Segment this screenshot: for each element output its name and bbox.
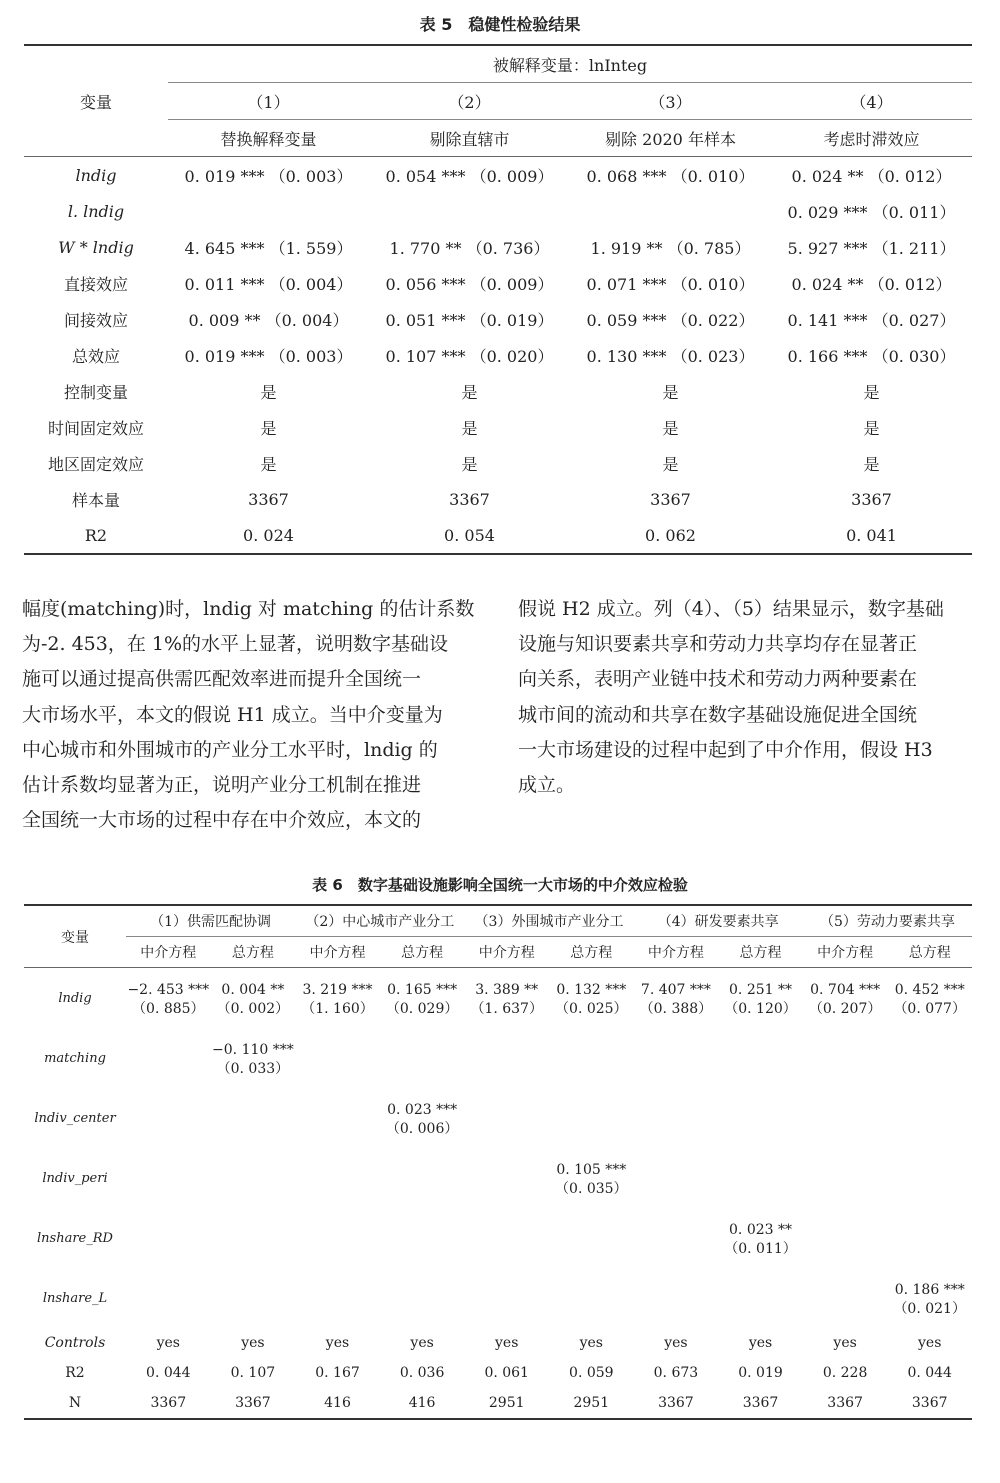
table6-se-cell	[380, 1298, 465, 1328]
table6-stat-cell: 0. 673	[653, 1365, 699, 1381]
table5-row	[24, 517, 972, 554]
table6-stat-cell: 2951	[549, 1388, 634, 1419]
table6-se-cell: （0. 029）	[385, 1001, 459, 1017]
table6-row-label: lnshare_RD	[37, 1230, 113, 1246]
table6-coef-cell	[634, 1268, 719, 1298]
table5-cell: 3367	[650, 489, 691, 509]
table6-group-header: （5）劳动力要素共享	[803, 905, 972, 937]
table5-row-label: lndig	[75, 165, 117, 185]
table6-sub-header: 总方程	[380, 937, 465, 968]
table6-se-cell	[634, 1298, 719, 1328]
table5-cell: 4. 645 *** （1. 559）	[184, 238, 353, 258]
table6-coef-cell	[887, 1148, 972, 1178]
table6-coef-cell	[295, 1268, 380, 1298]
table6-sub-header: 中介方程	[464, 937, 549, 968]
table5-row-label: 总效应	[71, 346, 120, 366]
table6-se-cell	[464, 1238, 549, 1268]
table5-cell: 1. 770 ** （0. 736）	[389, 238, 550, 258]
table6-stat-cell: 3367	[803, 1388, 888, 1419]
table5-cell: 0. 141 *** （0. 027）	[787, 310, 956, 330]
table5-cell: 0. 130 *** （0. 023）	[586, 346, 755, 366]
table5-row-label: W * lndig	[58, 237, 134, 257]
table6-se-cell	[634, 1238, 719, 1268]
table6-se-cell: （0. 021）	[893, 1301, 966, 1317]
table6-coef-cell	[295, 1088, 380, 1118]
table6-se-cell	[211, 1298, 296, 1328]
table6-stat-cell: 0. 044	[907, 1365, 952, 1381]
table6-coef-row	[24, 1268, 972, 1298]
table6-coef-cell	[803, 1088, 888, 1118]
table6-stat-cell: 416	[380, 1388, 465, 1419]
table5-col-num: （2）	[369, 83, 570, 120]
table5-cell: 0. 024 ** （0. 012）	[791, 166, 952, 186]
body-text-line: 设施与知识要素共享和劳动力共享均存在显著正	[518, 633, 918, 656]
table6-coef-cell	[549, 1028, 634, 1058]
table5-row-label: l. lndig	[67, 201, 125, 221]
table6-se-cell	[295, 1238, 380, 1268]
table6-coef-cell	[211, 1268, 296, 1298]
table6-se-cell	[803, 1298, 888, 1328]
table6-stat-cell: 0. 061	[484, 1365, 529, 1381]
table6-coef-cell	[634, 1208, 719, 1238]
body-text-line: 估计系数均显著为正，说明产业分工机制在推进	[22, 773, 422, 796]
table6-coef-cell	[887, 1088, 972, 1118]
table6-se-cell	[887, 1238, 972, 1268]
table6-se-cell	[380, 1238, 465, 1268]
table6-coef-cell	[380, 1148, 465, 1178]
table6-stat-row	[24, 1328, 972, 1358]
table5-cell: 0. 041	[771, 517, 972, 554]
table5-cell: 0. 054 *** （0. 009）	[385, 166, 554, 186]
table6-coef-cell: 3. 219 ***	[302, 982, 373, 998]
table6-coef-cell	[634, 1148, 719, 1178]
table5-cell: 是	[662, 382, 679, 402]
table6-se-cell	[211, 1118, 296, 1148]
table5-cell: 0. 024 ** （0. 012）	[791, 274, 952, 294]
table5-row	[24, 301, 972, 337]
table5-row-label: 地区固定效应	[47, 454, 144, 474]
table6-coef-cell	[803, 1148, 888, 1178]
table6-row-label: Controls	[44, 1335, 106, 1351]
table5-cell: 是	[260, 418, 277, 438]
table6-stat-cell: yes	[410, 1335, 434, 1351]
table6-stat-cell: 0. 167	[315, 1365, 360, 1381]
table6-coef-cell: 3. 389 **	[475, 982, 539, 998]
table6-stat-cell: 3367	[634, 1388, 719, 1419]
table5-cell: 0. 019 *** （0. 003）	[184, 346, 353, 366]
table6-group-header: （1）供需匹配协调	[126, 905, 295, 937]
table5-row	[24, 445, 972, 481]
table6-se-cell	[126, 1118, 211, 1148]
table5-col-num: （1）	[168, 83, 369, 120]
table5	[24, 44, 972, 555]
table5-cell: 是	[863, 382, 880, 402]
body-text-line: 施可以通过提高供需匹配效率进而提升全国统一	[22, 668, 422, 691]
table6-se-cell	[126, 1178, 211, 1208]
table6-coef-cell	[464, 1148, 549, 1178]
table6-se-cell: （0. 025）	[555, 1001, 628, 1017]
table5-cell: 是	[461, 418, 478, 438]
table6-se-cell	[887, 1058, 972, 1088]
table6-coef-cell: 0. 165 ***	[387, 982, 458, 998]
table6-coef-cell	[126, 1208, 211, 1238]
table6-row-label: N	[24, 1388, 126, 1419]
table6-se-cell	[803, 1058, 888, 1088]
table6-row-label: R2	[65, 1365, 85, 1381]
table6-sub-header: 中介方程	[634, 937, 719, 968]
body-text-line: 中心城市和外围城市的产业分工水平时，lndig 的	[22, 738, 438, 761]
table5-cell: 5. 927 *** （1. 211）	[787, 238, 956, 258]
table6-coef-cell	[634, 1088, 719, 1118]
table6-coef-cell	[126, 1148, 211, 1178]
table6-se-cell	[380, 1058, 465, 1088]
table6-coef-cell	[126, 1088, 211, 1118]
table6-se-cell	[211, 1178, 296, 1208]
body-text-line: 为-2. 453，在 1%的水平上显著，说明数字基础设	[22, 633, 449, 656]
table5-var-header: 变量	[24, 45, 168, 157]
table6-se-cell	[549, 1298, 634, 1328]
table6-coef-cell	[295, 1028, 380, 1058]
table6-coef-cell: 0. 704 ***	[810, 982, 881, 998]
table6-se-cell	[718, 1058, 803, 1088]
table6-se-cell	[718, 1298, 803, 1328]
table5-row	[24, 373, 972, 409]
table6-coef-cell	[887, 1028, 972, 1058]
table6-se-cell	[803, 1238, 888, 1268]
table6-coef-cell	[295, 1208, 380, 1238]
table6-var-header: 变量	[24, 905, 126, 968]
table6-stat-row	[24, 1358, 972, 1388]
table6-group-header: （2）中心城市产业分工	[295, 905, 464, 937]
table6-se-cell	[718, 1118, 803, 1148]
table6-coef-cell: 0. 132 ***	[556, 982, 627, 998]
table5-cell	[570, 193, 771, 229]
body-text-line: 城市间的流动和共享在数字基础设施促进全国统	[518, 703, 918, 726]
table6-se-row	[24, 998, 972, 1028]
table6-sub-header: 总方程	[887, 937, 972, 968]
table5-title: 表 5 稳健性检验结果	[419, 15, 581, 34]
table6-se-cell	[295, 1298, 380, 1328]
table6-se-cell: （0. 207）	[808, 1001, 882, 1017]
table5-col-name: 替换解释变量	[168, 120, 369, 157]
table5-cell: 0. 056 *** （0. 009）	[385, 274, 554, 294]
table6-stat-cell: 416	[295, 1388, 380, 1419]
table6-coef-cell: 7. 407 ***	[640, 982, 711, 998]
table6-stat-cell: 3367	[211, 1388, 296, 1419]
table6-se-cell	[126, 1298, 211, 1328]
table5-row-label: 时间固定效应	[47, 418, 144, 438]
table5-cell: 0. 059 *** （0. 022）	[586, 310, 755, 330]
table6-stat-cell: 3367	[718, 1388, 803, 1419]
table6-se-cell	[295, 1118, 380, 1148]
table5-col-name: 考虑时滞效应	[771, 120, 972, 157]
body-text-line: 向关系，表明产业链中技术和劳动力两种要素在	[518, 668, 918, 691]
table6-se-cell: （0. 011）	[724, 1241, 797, 1257]
table6	[24, 904, 972, 1420]
table6-se-cell	[718, 1178, 803, 1208]
table5-cell: 0. 071 *** （0. 010）	[586, 274, 755, 294]
table5-cell: 0. 011 *** （0. 004）	[184, 274, 353, 294]
table6-coef-cell	[211, 1148, 296, 1178]
table6-stat-cell: 3367	[126, 1388, 211, 1419]
table6-coef-cell	[211, 1088, 296, 1118]
table5-cell: 0. 051 *** （0. 019）	[385, 310, 554, 330]
table6-sub-header: 中介方程	[295, 937, 380, 968]
table6-coef-cell: 0. 105 ***	[556, 1162, 627, 1178]
table6-stat-cell: 0. 044	[146, 1365, 191, 1381]
table5-cell: 是	[662, 454, 679, 474]
table6-title: 表 6 数字基础设施影响全国统一大市场的中介效应检验	[312, 876, 688, 894]
table6-stat-cell: 0. 019	[738, 1365, 783, 1381]
table5-dep-var: 被解释变量：lnInteg	[168, 45, 972, 83]
table5-cell	[168, 193, 369, 229]
table6-se-row	[24, 1238, 972, 1268]
table5-col-num: （4）	[771, 83, 972, 120]
table6-se-cell	[464, 1178, 549, 1208]
body-text-line: 幅度(matching)时，lndig 对 matching 的估计系数	[22, 598, 475, 620]
table5-cell: 3367	[248, 489, 289, 509]
table6-stat-cell: 2951	[464, 1388, 549, 1419]
table6-se-cell	[549, 1058, 634, 1088]
table6-se-cell	[464, 1298, 549, 1328]
table5-cell: 是	[260, 382, 277, 402]
table6-sub-header: 总方程	[718, 937, 803, 968]
table5-cell: 0. 166 *** （0. 030）	[787, 346, 956, 366]
table5-cell: 是	[662, 418, 679, 438]
table6-se-cell: （0. 006）	[385, 1121, 459, 1137]
table6-stat-cell: 0. 107	[230, 1365, 276, 1381]
table6-coef-cell	[464, 1208, 549, 1238]
table5-cell: 0. 068 *** （0. 010）	[586, 166, 755, 186]
table5-cell: 是	[863, 418, 880, 438]
table5-row	[24, 157, 972, 194]
table6-se-cell	[295, 1058, 380, 1088]
table6-se-cell	[126, 1238, 211, 1268]
table6-se-cell	[634, 1058, 719, 1088]
table6-se-row	[24, 1058, 972, 1088]
table5-row	[24, 409, 972, 445]
table6-se-cell: （0. 388）	[639, 1001, 713, 1017]
table6-se-cell	[380, 1178, 465, 1208]
table6-sub-header: 中介方程	[126, 937, 211, 968]
table5-row	[24, 229, 972, 265]
table6-coef-cell	[887, 1208, 972, 1238]
table5-col-num: （3）	[570, 83, 771, 120]
table6-stat-cell: yes	[833, 1335, 857, 1351]
table6-coef-cell	[464, 1028, 549, 1058]
table6-se-cell	[464, 1118, 549, 1148]
table5-row	[24, 481, 972, 517]
table6-coef-row	[24, 1028, 972, 1058]
table6-se-cell	[211, 1238, 296, 1268]
table6-se-cell	[464, 1058, 549, 1088]
table6-coef-row	[24, 1208, 972, 1238]
table6-se-cell	[634, 1118, 719, 1148]
table5-row-label: 间接效应	[63, 310, 128, 330]
table6-sub-header: 中介方程	[803, 937, 888, 968]
table6-stat-cell: yes	[495, 1335, 519, 1351]
table6-stat-cell: yes	[325, 1335, 350, 1351]
table6-stat-cell: yes	[579, 1335, 603, 1351]
table6-stat-cell: yes	[918, 1335, 942, 1351]
table5-cell: 是	[461, 382, 478, 402]
table6-se-row	[24, 1178, 972, 1208]
table6-coef-row	[24, 1148, 972, 1178]
table6-se-cell	[549, 1238, 634, 1268]
table6-coef-cell: 0. 023 **	[729, 1222, 792, 1238]
table5-cell: 0. 107 *** （0. 020）	[385, 346, 554, 366]
table6-row-label: lndiv_center	[34, 1110, 116, 1126]
table6-coef-cell: −2. 453 ***	[127, 982, 210, 998]
table6-se-cell: （0. 002）	[216, 1001, 290, 1017]
table6-stat-cell: 3367	[887, 1388, 972, 1419]
table5-cell: 是	[260, 454, 277, 474]
table5-col-name: 剔除 2020 年样本	[570, 120, 771, 157]
table6-se-cell	[549, 1118, 634, 1148]
table6-stat-cell: yes	[156, 1335, 180, 1351]
body-text-line: 假说 H2 成立。列（4）、（5）结果显示，数字基础	[518, 598, 944, 620]
table6-coef-cell	[126, 1028, 211, 1058]
table6-se-cell: （0. 033）	[216, 1061, 290, 1077]
table6-se-cell: （0. 885）	[132, 1001, 205, 1017]
body-text-left	[22, 592, 482, 838]
table5-col-name: 剔除直辖市	[369, 120, 570, 157]
table5-cell: 是	[863, 454, 880, 474]
body-text-line: 成立。	[518, 773, 576, 796]
body-text-line: 一大市场建设的过程中起到了中介作用，假设 H3	[518, 738, 933, 761]
table5-row-label: R2	[24, 517, 168, 554]
table6-stat-cell: yes	[241, 1335, 265, 1351]
table6-coef-cell	[380, 1208, 465, 1238]
table6-se-cell	[634, 1178, 719, 1208]
table5-cell: 是	[461, 454, 478, 474]
table6-coef-row	[24, 1088, 972, 1118]
table6-coef-cell	[549, 1208, 634, 1238]
table6-coef-cell: 0. 452 ***	[894, 982, 965, 998]
table6-se-cell	[803, 1118, 888, 1148]
table5-cell: 0. 062	[570, 517, 771, 554]
table6-stat-cell: 0. 036	[399, 1365, 445, 1381]
table6-coef-cell	[380, 1268, 465, 1298]
table6-row-label: lndiv_peri	[42, 1170, 108, 1186]
table6-coef-cell	[718, 1148, 803, 1178]
table6-se-row	[24, 1298, 972, 1328]
table6-se-cell: （1. 160）	[301, 1001, 374, 1017]
table5-row-label: 样本量	[71, 490, 120, 510]
table6-coef-cell	[718, 1028, 803, 1058]
table6-group-header: （4）研发要素共享	[634, 905, 803, 937]
table6-coef-cell	[464, 1268, 549, 1298]
table6-se-row	[24, 1118, 972, 1148]
table6-se-cell: （1. 637）	[470, 1001, 543, 1017]
table6-stat-cell: yes	[664, 1335, 688, 1351]
table6-coef-cell: 0. 186 ***	[894, 1282, 965, 1298]
body-text-line: 全国统一大市场的过程中存在中介效应，本文的	[22, 809, 422, 832]
table6-stat-row	[24, 1388, 972, 1419]
body-text-right	[518, 592, 978, 803]
table6-se-cell	[126, 1058, 211, 1088]
table6-coef-row	[24, 968, 972, 999]
table6-stat-cell: yes	[748, 1335, 773, 1351]
table6-row-label: matching	[44, 1050, 106, 1066]
table5-cell: 0. 019 *** （0. 003）	[184, 166, 353, 186]
table6-coef-cell	[803, 1268, 888, 1298]
table6-se-cell	[887, 1178, 972, 1208]
table5-cell: 0. 054	[369, 517, 570, 554]
table5-cell: 1. 919 ** （0. 785）	[590, 238, 751, 258]
table6-coef-cell	[718, 1088, 803, 1118]
table5-cell: 0. 029 *** （0. 011）	[787, 202, 956, 222]
table6-coef-cell	[634, 1028, 719, 1058]
table5-cell: 0. 024	[168, 517, 369, 554]
table6-coef-cell: 0. 023 ***	[387, 1102, 458, 1118]
table6-sub-header: 总方程	[549, 937, 634, 968]
table5-row	[24, 337, 972, 373]
table6-coef-cell	[718, 1268, 803, 1298]
table6-coef-cell	[549, 1088, 634, 1118]
table5-row-label: 控制变量	[63, 382, 128, 402]
table6-stat-cell: 0. 228	[822, 1365, 868, 1381]
table6-se-cell	[803, 1178, 888, 1208]
table6-coef-cell	[803, 1208, 888, 1238]
table6-se-cell: （0. 035）	[555, 1181, 628, 1197]
table6-se-cell: （0. 077）	[893, 1001, 966, 1017]
table6-coef-cell	[549, 1268, 634, 1298]
table5-cell	[369, 193, 570, 229]
table6-coef-cell: 0. 251 **	[729, 982, 792, 998]
table6-sub-header: 总方程	[211, 937, 296, 968]
table6-se-cell	[295, 1178, 380, 1208]
table5-cell: 0. 009 ** （0. 004）	[188, 310, 349, 330]
table6-coef-cell: −0. 110 ***	[212, 1042, 294, 1058]
table6-group-header: （3）外围城市产业分工	[464, 905, 633, 937]
table6-coef-cell	[126, 1268, 211, 1298]
table6-coef-cell	[380, 1028, 465, 1058]
table6-coef-cell: 0. 004 **	[221, 982, 285, 998]
table6-coef-cell	[464, 1088, 549, 1118]
table6-coef-cell	[803, 1028, 888, 1058]
table5-row-label: 直接效应	[63, 274, 128, 294]
table6-coef-cell	[295, 1148, 380, 1178]
table5-cell: 3367	[851, 489, 892, 509]
table5-row	[24, 193, 972, 229]
table6-stat-cell: 0. 059	[569, 1365, 614, 1381]
body-text-line: 大市场水平，本文的假说 H1 成立。当中介变量为	[22, 703, 443, 726]
table6-se-cell	[887, 1118, 972, 1148]
table6-row-label: lnshare_L	[42, 1290, 108, 1306]
table6-row-label: lndig	[58, 990, 92, 1006]
table6-se-cell: （0. 120）	[724, 1001, 797, 1017]
table5-row	[24, 265, 972, 301]
table5-cell: 3367	[449, 489, 490, 509]
table6-coef-cell	[211, 1208, 296, 1238]
